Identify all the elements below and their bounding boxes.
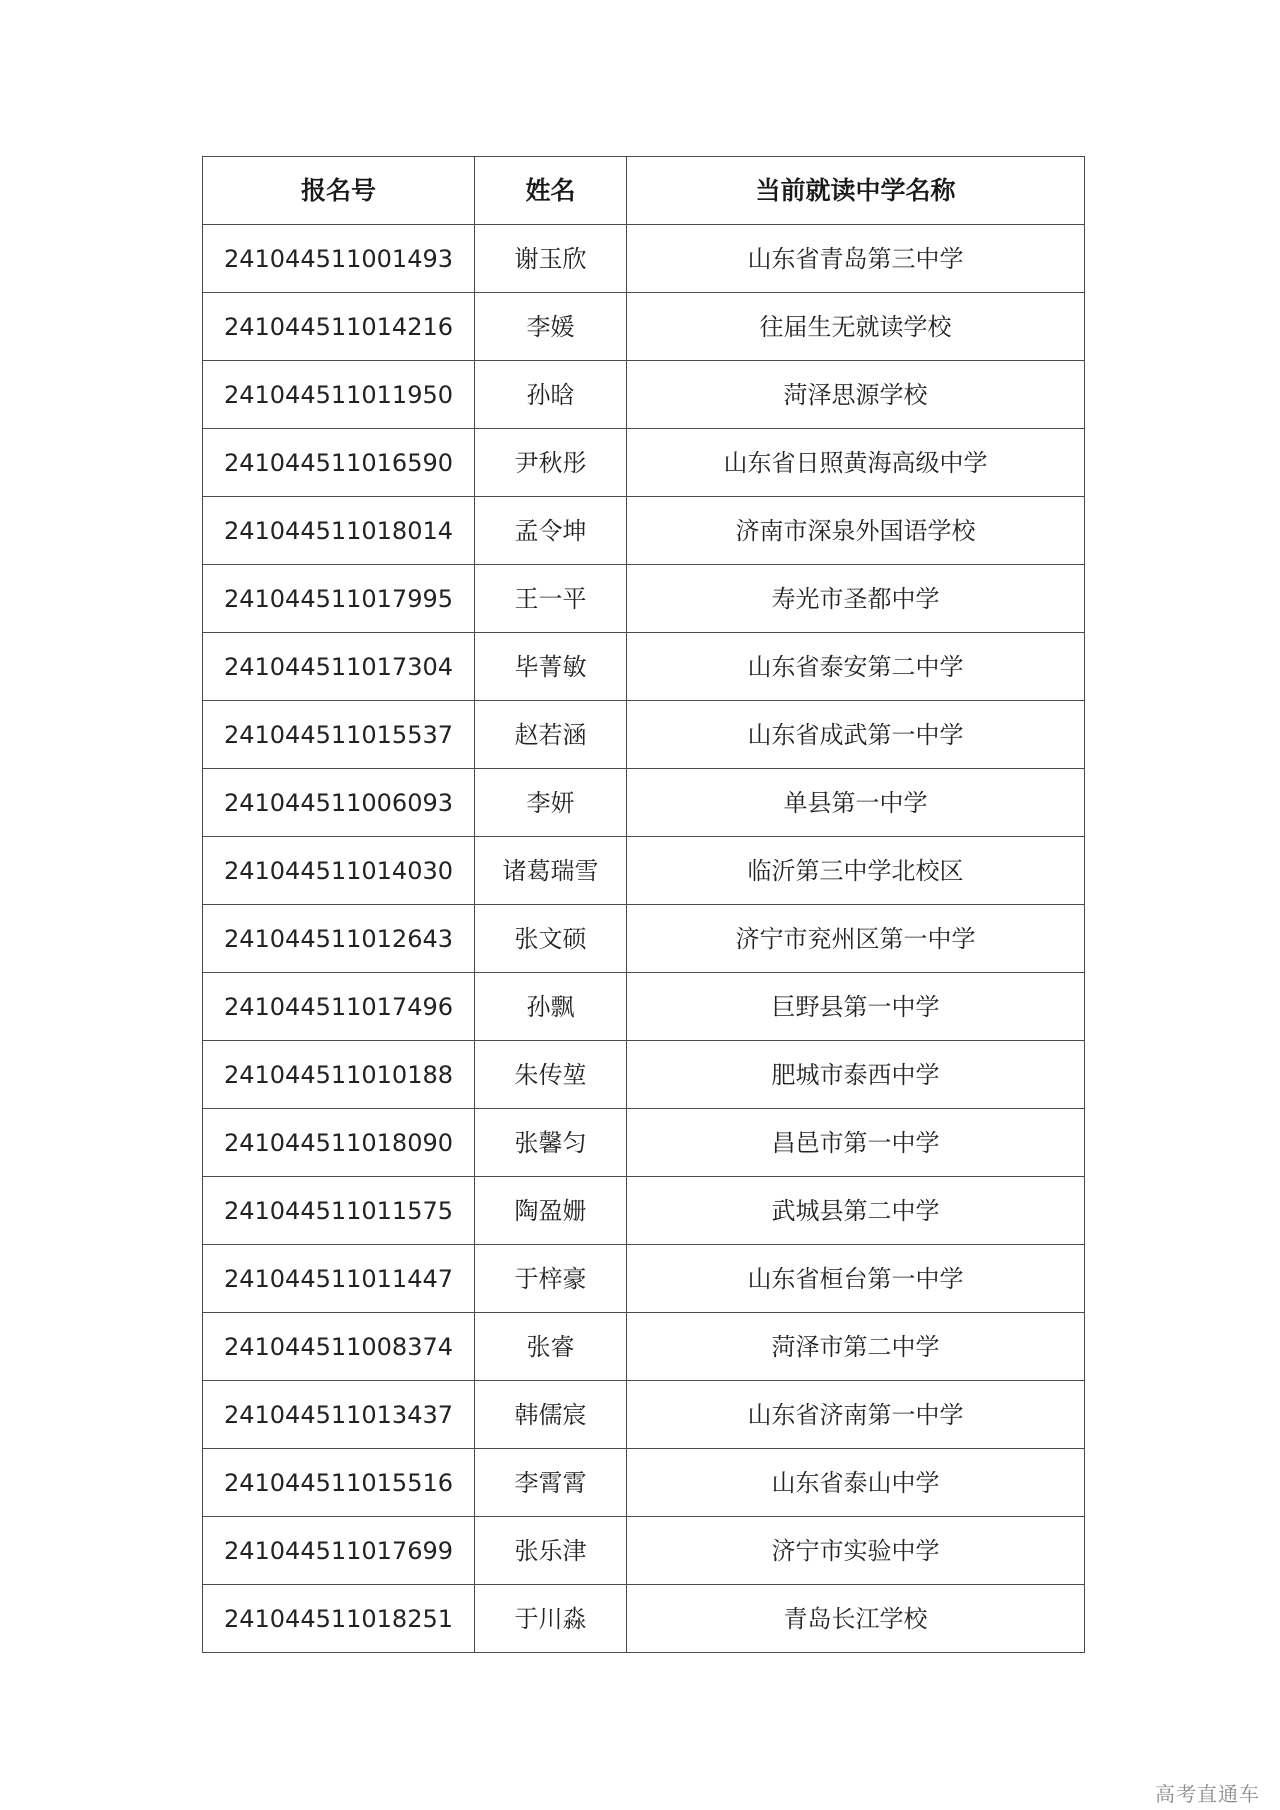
cell-school-name: 寿光市圣都中学 <box>627 565 1085 633</box>
cell-school-name: 山东省日照黄海高级中学 <box>627 429 1085 497</box>
cell-registration-number: 241044511017699 <box>203 1517 475 1585</box>
table-row <box>203 1449 1085 1517</box>
cell-registration-number: 241044511018014 <box>203 497 475 565</box>
cell-school-name: 济南市深泉外国语学校 <box>627 497 1085 565</box>
cell-school-name: 昌邑市第一中学 <box>627 1109 1085 1177</box>
cell-student-name: 陶盈姗 <box>475 1177 627 1245</box>
table-row <box>203 905 1085 973</box>
table-row <box>203 1585 1085 1653</box>
table-header-row <box>203 157 1085 225</box>
table-row <box>203 1313 1085 1381</box>
cell-student-name: 诸葛瑞雪 <box>475 837 627 905</box>
cell-school-name: 单县第一中学 <box>627 769 1085 837</box>
cell-student-name: 李媛 <box>475 293 627 361</box>
table-row <box>203 565 1085 633</box>
table-body <box>203 225 1085 1653</box>
cell-student-name: 赵若涵 <box>475 701 627 769</box>
cell-school-name: 巨野县第一中学 <box>627 973 1085 1041</box>
cell-registration-number: 241044511014030 <box>203 837 475 905</box>
header-school: 当前就读中学名称 <box>627 157 1085 225</box>
table-row <box>203 769 1085 837</box>
cell-school-name: 济宁市实验中学 <box>627 1517 1085 1585</box>
cell-student-name: 李霄霄 <box>475 1449 627 1517</box>
table-row <box>203 701 1085 769</box>
cell-school-name: 济宁市兖州区第一中学 <box>627 905 1085 973</box>
cell-registration-number: 241044511015537 <box>203 701 475 769</box>
cell-registration-number: 241044511017496 <box>203 973 475 1041</box>
cell-school-name: 临沂第三中学北校区 <box>627 837 1085 905</box>
cell-school-name: 肥城市泰西中学 <box>627 1041 1085 1109</box>
cell-student-name: 谢玉欣 <box>475 225 627 293</box>
cell-student-name: 李妍 <box>475 769 627 837</box>
cell-student-name: 于川淼 <box>475 1585 627 1653</box>
cell-school-name: 武城县第二中学 <box>627 1177 1085 1245</box>
cell-student-name: 孙飘 <box>475 973 627 1041</box>
cell-registration-number: 241044511001493 <box>203 225 475 293</box>
cell-registration-number: 241044511015516 <box>203 1449 475 1517</box>
cell-registration-number: 241044511011447 <box>203 1245 475 1313</box>
table-row <box>203 837 1085 905</box>
cell-school-name: 青岛长江学校 <box>627 1585 1085 1653</box>
table-row <box>203 1177 1085 1245</box>
cell-registration-number: 241044511006093 <box>203 769 475 837</box>
table-row <box>203 361 1085 429</box>
cell-registration-number: 241044511011575 <box>203 1177 475 1245</box>
cell-student-name: 尹秋彤 <box>475 429 627 497</box>
cell-school-name: 往届生无就读学校 <box>627 293 1085 361</box>
table-row <box>203 633 1085 701</box>
cell-student-name: 于梓豪 <box>475 1245 627 1313</box>
cell-registration-number: 241044511014216 <box>203 293 475 361</box>
cell-school-name: 山东省桓台第一中学 <box>627 1245 1085 1313</box>
cell-student-name: 韩儒宸 <box>475 1381 627 1449</box>
cell-student-name: 王一平 <box>475 565 627 633</box>
cell-school-name: 山东省泰安第二中学 <box>627 633 1085 701</box>
cell-registration-number: 241044511008374 <box>203 1313 475 1381</box>
header-registration-number: 报名号 <box>203 157 475 225</box>
cell-student-name: 张馨匀 <box>475 1109 627 1177</box>
cell-student-name: 孟令坤 <box>475 497 627 565</box>
cell-school-name: 菏泽市第二中学 <box>627 1313 1085 1381</box>
cell-school-name: 山东省成武第一中学 <box>627 701 1085 769</box>
cell-school-name: 山东省济南第一中学 <box>627 1381 1085 1449</box>
cell-student-name: 毕菁敏 <box>475 633 627 701</box>
cell-registration-number: 241044511017995 <box>203 565 475 633</box>
cell-registration-number: 241044511018090 <box>203 1109 475 1177</box>
cell-registration-number: 241044511016590 <box>203 429 475 497</box>
cell-registration-number: 241044511017304 <box>203 633 475 701</box>
cell-registration-number: 241044511011950 <box>203 361 475 429</box>
cell-student-name: 孙晗 <box>475 361 627 429</box>
cell-school-name: 菏泽思源学校 <box>627 361 1085 429</box>
table-row <box>203 1041 1085 1109</box>
cell-registration-number: 241044511013437 <box>203 1381 475 1449</box>
table-row <box>203 497 1085 565</box>
cell-registration-number: 241044511012643 <box>203 905 475 973</box>
cell-registration-number: 241044511010188 <box>203 1041 475 1109</box>
cell-student-name: 张乐津 <box>475 1517 627 1585</box>
cell-registration-number: 241044511018251 <box>203 1585 475 1653</box>
table-row <box>203 293 1085 361</box>
header-name: 姓名 <box>475 157 627 225</box>
cell-student-name: 张文硕 <box>475 905 627 973</box>
cell-student-name: 张睿 <box>475 1313 627 1381</box>
cell-school-name: 山东省泰山中学 <box>627 1449 1085 1517</box>
table-row <box>203 225 1085 293</box>
watermark-text: 高考直通车 <box>1155 1782 1260 1806</box>
roster-table <box>202 156 1085 1653</box>
table-row <box>203 1109 1085 1177</box>
table-row <box>203 1517 1085 1585</box>
cell-school-name: 山东省青岛第三中学 <box>627 225 1085 293</box>
table-row <box>203 1245 1085 1313</box>
table-row <box>203 973 1085 1041</box>
table-row <box>203 1381 1085 1449</box>
cell-student-name: 朱传堃 <box>475 1041 627 1109</box>
table-row <box>203 429 1085 497</box>
